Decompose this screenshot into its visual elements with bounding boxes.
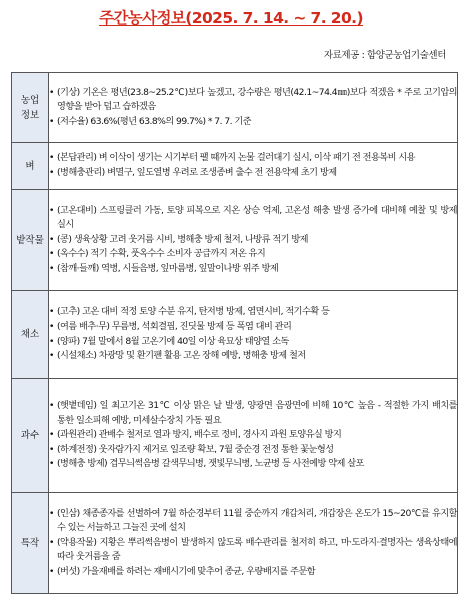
item-list (49, 204, 457, 277)
list-item: • (과원관리) 관배수 철저로 열과 방지, 배수로 정비, 경사지 과원 토양유실 방지 (49, 428, 457, 443)
list-item: • (병해충관리) 벼멸구, 잎도열병 우려로 조생종벼 출수 전 전용약제 초기 방제 (49, 166, 457, 181)
content-cell (49, 291, 458, 379)
list-item: • (콩) 생육상황 고려 웃거름 시비, 병해충 방제 철저, 나방류 적기 방제 (49, 233, 457, 248)
list-item: • (참깨·들깨) 역병, 시들음병, 잎마름병, 잎말이나방 위주 방제 (49, 262, 457, 277)
page-title (0, 6, 462, 28)
content-cell (49, 493, 458, 594)
section-row-field-crops (12, 190, 458, 291)
list-item: • (시설채소) 차광망 및 환기팬 활용 고온 장해 예방, 병해충 방제 철저 (49, 349, 457, 364)
list-item: • (고추) 고온 대비 적정 토양 수분 유지, 탄저병 방제, 엽면시비, 적기수확 등 (49, 305, 457, 320)
list-item: • (옥수수) 적기 수확, 풋옥수수 소비자 공급까지 저온 유지 (49, 247, 457, 262)
source-credit: 자료제공 : 함양군농업기술센터 (323, 50, 446, 61)
content-cell (49, 73, 458, 143)
list-item: • (인삼) 채종종자를 선별하여 7월 하순경부터 11월 중순까지 개갑처리, 개갑장은 온도가 15~20℃를 유지할 수 있는 서늘하고 그늘진 곳에 설치 (49, 507, 457, 536)
category-label: 벼 (25, 160, 35, 172)
category-cell (12, 73, 49, 143)
list-item: • (본답관리) 벼 이삭이 생기는 시기부터 팰 때까지 논물 걸러대기 실시, 이삭 패기 전 전용복비 시용 (49, 151, 457, 166)
item-list (49, 305, 457, 363)
category-cell (12, 379, 49, 493)
section-row-special-crops (12, 493, 458, 594)
content-cell (49, 379, 458, 493)
content-cell (49, 143, 458, 190)
list-item: • (병해충 방제) 겹무늬썩음병 갈색무늬병, 잿빛무늬병, 노균병 등 사전예방 약제 살포 (49, 457, 457, 472)
list-item: • (여름 배추·무) 무름병, 석회결핍, 진딧물 방제 등 폭염 대비 관리 (49, 320, 457, 335)
section-row-vegetables (12, 291, 458, 379)
list-item: • (버섯) 가을재배를 하려는 재배시기에 맞추어 종균, 우량배지를 주문함 (49, 565, 457, 580)
farming-info-table (11, 72, 458, 594)
category-label: 밭작물 (16, 234, 44, 246)
item-list (49, 86, 457, 130)
category-cell (12, 190, 49, 291)
category-label: 농업 정보 (20, 94, 40, 121)
list-item: • (기상) 기온은 평년(23.8~25.2℃)보다 높겠고, 강수량은 평년(42.1~74.4㎜)보다 적겠음 * 주로 고기압의 영향을 받아 덥고 습하겠음 (49, 86, 457, 115)
item-list (49, 507, 457, 580)
category-cell (12, 493, 49, 594)
content-cell (49, 190, 458, 291)
page-title-text: 주간농사정보(2025. 7. 14. ~ 7. 20.) (99, 9, 363, 27)
section-row-agri-info (12, 73, 458, 143)
list-item: • (양파) 7월 말에서 8월 고온기에 40일 이상 육묘상 태양열 소독 (49, 335, 457, 350)
list-item: • (햇볕데임) 일 최고기온 31℃ 이상 맑은 날 발생, 양광면 음광면에 비해 10℃ 높음 - 적절한 가지 배치를 통한 일소피해 예방, 미세살수장치 가동 필요 (49, 399, 457, 428)
category-cell (12, 291, 49, 379)
item-list (49, 399, 457, 472)
category-label: 채소 (20, 329, 40, 340)
category-label: 과수 (20, 430, 40, 441)
section-row-rice (12, 143, 458, 190)
list-item: • (약용작물) 지황은 뿌리썩음병이 발생하지 않도록 배수관리를 철저히 하고, 마·도라지·결명자는 생육상태에 따라 웃거름을 줌 (49, 536, 457, 565)
section-row-fruit-trees (12, 379, 458, 493)
list-item: • (하계전정) 웃자람가지 제거로 일조량 확보, 7월 중순경 전정 통한 꽃눈형성 (49, 443, 457, 458)
list-item: • (저수율) 63.6%(평년 63.8%의 99.7%) * 7. 7. 기준 (49, 115, 457, 130)
category-label: 특작 (20, 537, 40, 549)
category-cell (12, 143, 49, 190)
list-item: • (고온대비) 스프링클러 가동, 토양 피복으로 지온 상승 억제, 고온성 해충 발생 증가에 대비해 예찰 및 방제 실시 (49, 204, 457, 233)
item-list (49, 151, 457, 180)
